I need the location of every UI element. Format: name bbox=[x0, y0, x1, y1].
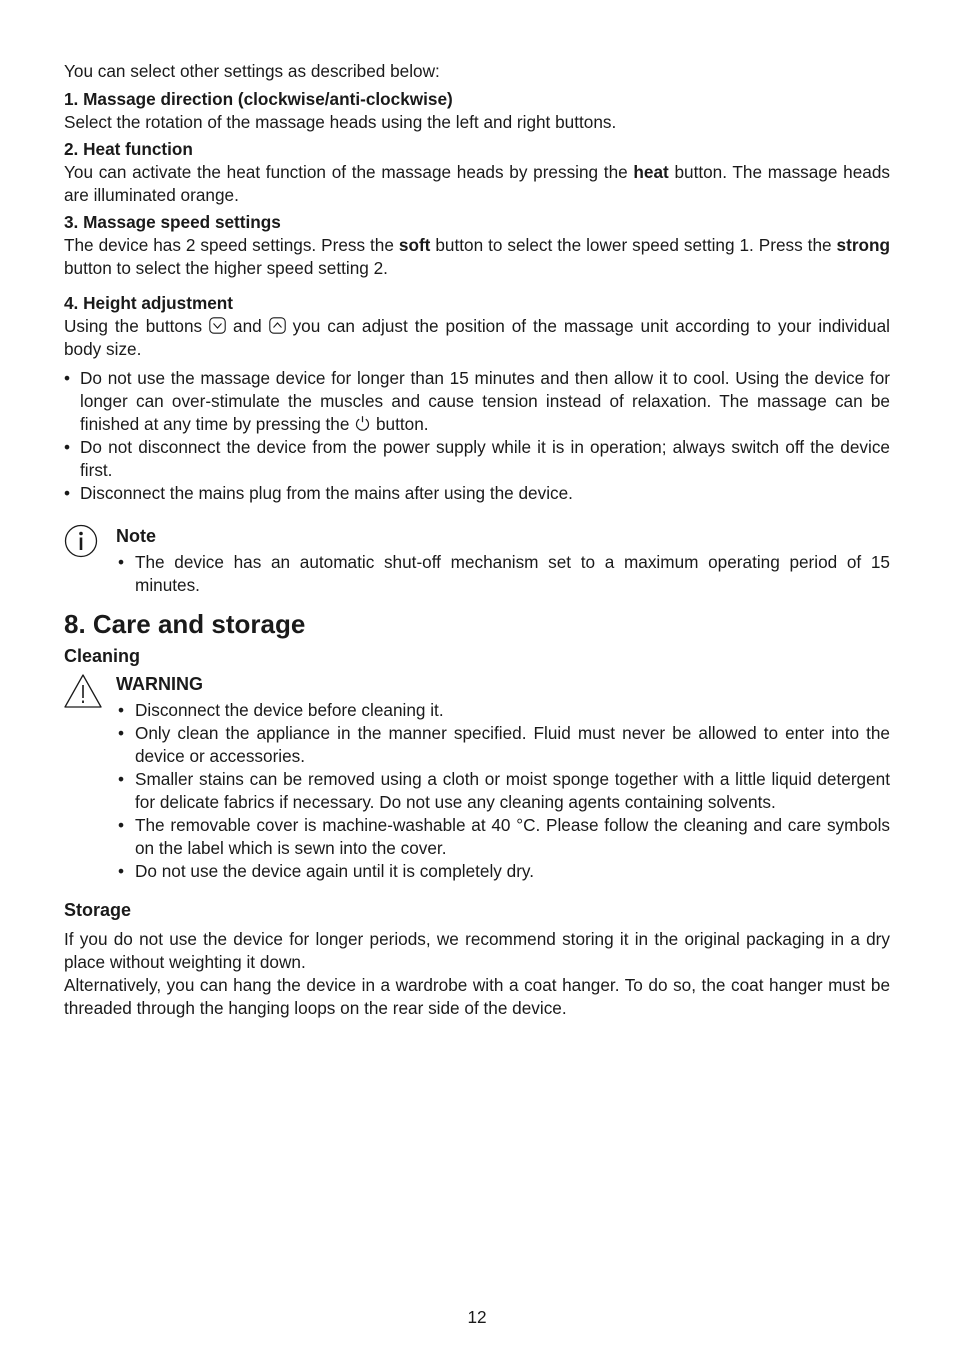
warning-text: Only clean the appliance in the manner specified. Fluid must never be allowed to enter into the device or accessories. bbox=[135, 723, 890, 766]
warning-text: Disconnect the device before cleaning it. bbox=[135, 700, 444, 720]
bullet-dot: • bbox=[64, 437, 71, 457]
soft-button-label: soft bbox=[398, 235, 431, 255]
bullet-dot: • bbox=[64, 483, 71, 503]
note-list bbox=[116, 551, 890, 597]
storage-paragraph: If you do not use the device for longer periods, we recommend storing it in the original packaging in a dry place without weighting it down. bbox=[64, 929, 890, 972]
intro-text: You can select other settings as described below: bbox=[64, 61, 440, 81]
section-title: 1. Massage direction (clockwise/anti-clockwise) bbox=[64, 89, 453, 109]
list-item bbox=[64, 482, 890, 505]
bullet-text: Do not use the massage device for longer than 15 minutes and then allow it to cool. Using the device for longer can over-stimulate the muscles and cause tension instead of relaxation. The massage can be finished at any time by pressing the bbox=[80, 368, 890, 434]
note-box bbox=[64, 525, 890, 597]
section-heat-function bbox=[64, 138, 890, 207]
bullet-text: Disconnect the mains plug from the mains after using the device. bbox=[80, 483, 573, 503]
chevron-up-button-icon bbox=[269, 317, 286, 334]
warning-box bbox=[64, 673, 890, 883]
bullet-dot: • bbox=[64, 368, 71, 388]
note-text: The device has an automatic shut-off mechanism set to a maximum operating period of 15 minutes. bbox=[135, 552, 890, 595]
section-body bbox=[64, 315, 890, 361]
storage-paragraph: Alternatively, you can hang the device in a wardrobe with a coat hanger. To do so, the coat hanger must be threaded through the hanging loops on the rear side of the device. bbox=[64, 975, 890, 1018]
warning-text: The removable cover is machine-washable at 40 °C. Please follow the cleaning and care symbols on the label which is sewn into the cover. bbox=[135, 815, 890, 858]
body-text: button to select the lower speed setting 1. Press the bbox=[430, 235, 837, 255]
section-body bbox=[64, 161, 890, 207]
bullet-dot: • bbox=[118, 815, 125, 835]
list-item bbox=[116, 699, 890, 722]
safety-bullet-list bbox=[64, 367, 890, 505]
section-title: 2. Heat function bbox=[64, 139, 193, 159]
warning-title: WARNING bbox=[116, 674, 203, 694]
body-text: you can adjust the position of the massage unit according to your individual body size. bbox=[64, 316, 890, 359]
body-text: button to select the higher speed setting 2. bbox=[64, 258, 388, 278]
note-title: Note bbox=[116, 526, 156, 546]
body-text: The device has 2 speed settings. Press the bbox=[64, 235, 399, 255]
page-number: 12 bbox=[467, 1307, 487, 1327]
section-massage-direction bbox=[64, 88, 890, 134]
chapter-title: 8. Care and storage bbox=[64, 609, 306, 639]
warning-list bbox=[116, 699, 890, 883]
cleaning-heading: Cleaning bbox=[64, 646, 141, 666]
list-item bbox=[64, 367, 890, 436]
manual-page bbox=[64, 60, 890, 1020]
bullet-text: button. bbox=[371, 414, 429, 434]
bullet-dot: • bbox=[118, 861, 125, 881]
heat-button-label: heat bbox=[633, 162, 669, 182]
storage-heading: Storage bbox=[64, 900, 132, 920]
bullet-dot: • bbox=[118, 769, 125, 789]
body-text: and bbox=[226, 316, 269, 336]
list-item bbox=[116, 814, 890, 860]
bullet-text: Do not disconnect the device from the power supply while it is in operation; always switch off the device first. bbox=[80, 437, 890, 480]
section-body bbox=[64, 234, 890, 280]
warning-triangle-icon bbox=[63, 673, 103, 709]
section-speed-settings bbox=[64, 211, 890, 280]
list-item bbox=[116, 722, 890, 768]
list-item bbox=[116, 860, 890, 883]
body-text: button. The massage heads are illuminated orange. bbox=[64, 162, 890, 205]
warning-text: Do not use the device again until it is completely dry. bbox=[135, 861, 535, 881]
bullet-dot: • bbox=[118, 723, 125, 743]
list-item bbox=[116, 551, 890, 597]
power-icon bbox=[354, 415, 371, 432]
strong-button-label: strong bbox=[836, 235, 890, 255]
chevron-down-button-icon bbox=[209, 317, 226, 334]
section-body: Select the rotation of the massage heads using the left and right buttons. bbox=[64, 112, 617, 132]
section-title: 3. Massage speed settings bbox=[64, 212, 281, 232]
section-title: 4. Height adjustment bbox=[64, 293, 234, 313]
section-height-adjustment bbox=[64, 292, 890, 361]
info-icon bbox=[64, 524, 98, 558]
list-item bbox=[64, 436, 890, 482]
bullet-dot: • bbox=[118, 700, 125, 720]
list-item bbox=[116, 768, 890, 814]
storage-body bbox=[64, 928, 890, 1020]
body-text: Using the buttons bbox=[64, 316, 210, 336]
body-text: You can activate the heat function of the massage heads by pressing the bbox=[64, 162, 634, 182]
bullet-dot: • bbox=[118, 552, 125, 572]
warning-text: Smaller stains can be removed using a cloth or moist sponge together with a little liquid detergent for delicate fabrics if necessary. Do not use any cleaning agents containing solvents. bbox=[135, 769, 890, 812]
